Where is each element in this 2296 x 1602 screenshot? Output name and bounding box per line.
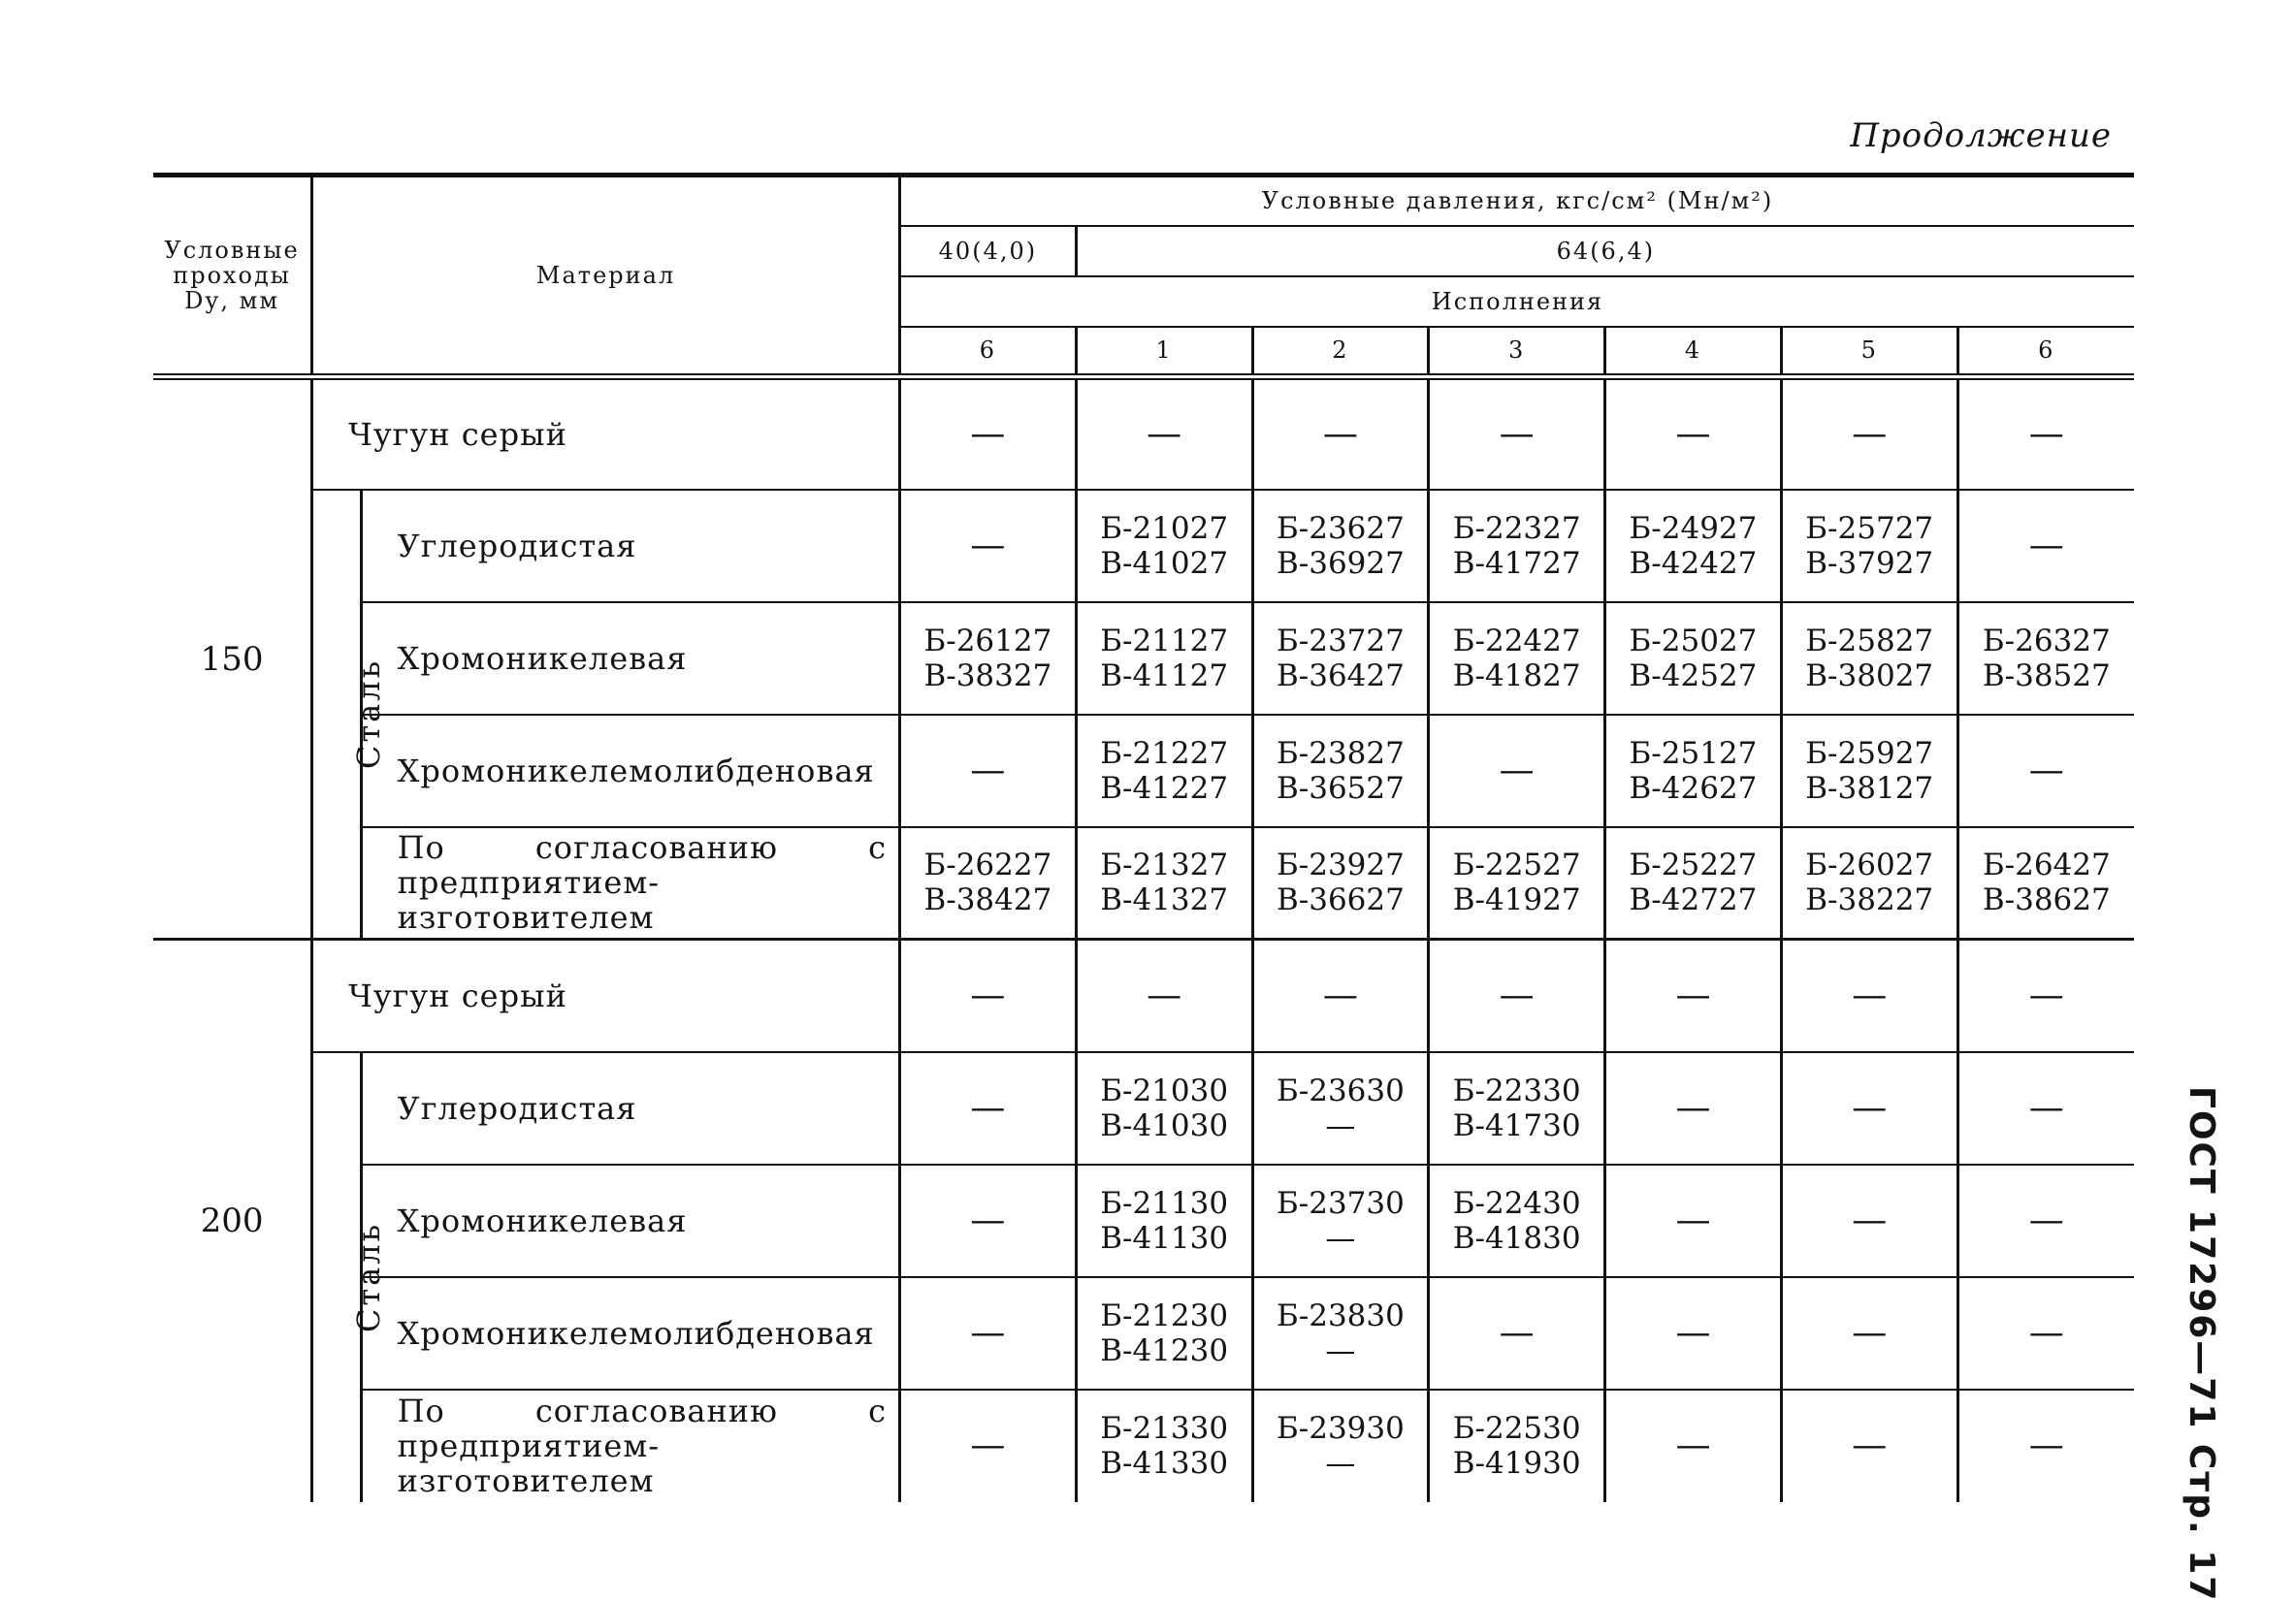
- designation-cell: Б-23630 —: [1252, 1052, 1429, 1165]
- table-row: [153, 827, 2134, 940]
- table-row: [153, 377, 2134, 490]
- designation-cell: —: [1781, 1277, 1957, 1390]
- pressure-40: 40(4,0): [900, 226, 1077, 276]
- variants-header: Исполнения: [900, 276, 2135, 327]
- table-row: [153, 602, 2134, 715]
- designation-cell: Б-21330 В-41330: [1076, 1390, 1252, 1502]
- designation-cell: Б-21327 В-41327: [1076, 827, 1252, 940]
- variant-col: 4: [1605, 327, 1782, 377]
- steel-label-text: Сталь: [350, 1221, 388, 1333]
- designation-cell: —: [900, 940, 1077, 1052]
- material-cell: По согласованию с предприятием-изготовителем: [361, 1390, 899, 1502]
- material-cell: Хромоникелевая: [361, 602, 899, 715]
- designation-cell: Б-26227 В-38427: [900, 827, 1077, 940]
- designation-cell: —: [1957, 715, 2134, 827]
- table-row: [153, 1052, 2134, 1165]
- designation-cell: —: [1605, 940, 1782, 1052]
- dn-header: Условные проходы Dу, мм: [153, 176, 312, 377]
- table-row: [153, 1390, 2134, 1502]
- designation-cell: —: [1957, 1277, 2134, 1390]
- designation-cell: —: [1781, 1390, 1957, 1502]
- continuation-caption: Продолжение: [1850, 116, 2112, 155]
- designation-cell: —: [900, 1390, 1077, 1502]
- table-row: [153, 940, 2134, 1052]
- designation-cell: Б-21227 В-41227: [1076, 715, 1252, 827]
- designation-cell: —: [900, 1277, 1077, 1390]
- designation-cell: Б-26327 В-38527: [1957, 602, 2134, 715]
- designation-cell: —: [1605, 1390, 1782, 1502]
- material-header: Материал: [312, 176, 900, 377]
- steel-label-text: Сталь: [350, 658, 388, 770]
- designation-cell: Б-24927 В-42427: [1605, 490, 1782, 602]
- standard-page-label: ГОСТ 17296—71 Стр. 17: [2182, 1086, 2221, 1602]
- designation-cell: —: [1429, 377, 1605, 490]
- material-cell: Хромоникелемолибденовая: [361, 1277, 899, 1390]
- designation-cell: Б-26427 В-38627: [1957, 827, 2134, 940]
- designation-cell: Б-25727 В-37927: [1781, 490, 1957, 602]
- designation-cell: Б-22427 В-41827: [1429, 602, 1605, 715]
- designation-cell: Б-25127 В-42627: [1605, 715, 1782, 827]
- designation-cell: —: [1429, 1277, 1605, 1390]
- designation-cell: —: [900, 490, 1077, 602]
- designation-cell: —: [1957, 490, 2134, 602]
- designation-cell: —: [900, 715, 1077, 827]
- pressure-64: 64(6,4): [1076, 226, 2134, 276]
- designation-cell: —: [1781, 940, 1957, 1052]
- variant-col: 2: [1252, 327, 1429, 377]
- nominal-diameter: 200: [153, 940, 312, 1502]
- designation-cell: —: [1957, 377, 2134, 490]
- designation-cell: Б-22327 В-41727: [1429, 490, 1605, 602]
- variant-col: 6: [900, 327, 1077, 377]
- designation-cell: —: [1076, 377, 1252, 490]
- material-cell: Хромоникелемолибденовая: [361, 715, 899, 827]
- designation-cell: Б-26127 В-38327: [900, 602, 1077, 715]
- variant-col: 5: [1781, 327, 1957, 377]
- designation-cell: —: [1076, 940, 1252, 1052]
- variant-col: 3: [1429, 327, 1605, 377]
- designation-cell: Б-26027 В-38227: [1781, 827, 1957, 940]
- designation-cell: —: [1429, 715, 1605, 827]
- designation-cell: —: [1605, 377, 1782, 490]
- steel-group-label: [312, 1052, 388, 1502]
- table-body: [153, 377, 2134, 1502]
- designation-cell: —: [1605, 1052, 1782, 1165]
- valve-designation-table: [153, 173, 2134, 1502]
- designation-cell: —: [1957, 1390, 2134, 1502]
- material-cell: Хромоникелевая: [361, 1165, 899, 1277]
- designation-cell: Б-22527 В-41927: [1429, 827, 1605, 940]
- designation-cell: —: [900, 377, 1077, 490]
- designation-cell: —: [1957, 1165, 2134, 1277]
- nominal-diameter: 150: [153, 377, 312, 940]
- material-cell: По согласованию с предприятием-изготовителем: [361, 827, 899, 940]
- designation-cell: Б-21230 В-41230: [1076, 1277, 1252, 1390]
- variant-col: 6: [1957, 327, 2134, 377]
- designation-cell: —: [900, 1052, 1077, 1165]
- steel-group-label: [312, 490, 388, 940]
- designation-cell: Б-23827 В-36527: [1252, 715, 1429, 827]
- table-row: [153, 1165, 2134, 1277]
- designation-cell: —: [1781, 1165, 1957, 1277]
- designation-cell: Б-25827 В-38027: [1781, 602, 1957, 715]
- designation-cell: Б-23727 В-36427: [1252, 602, 1429, 715]
- material-cell: Углеродистая: [361, 490, 899, 602]
- pressure-header: Условные давления, кгс/см² (Мн/м²): [900, 176, 2135, 226]
- designation-cell: Б-23930 —: [1252, 1390, 1429, 1502]
- designation-cell: —: [1605, 1165, 1782, 1277]
- designation-cell: Б-23927 В-36627: [1252, 827, 1429, 940]
- designation-cell: —: [1781, 1052, 1957, 1165]
- designation-cell: Б-22430 В-41830: [1429, 1165, 1605, 1277]
- table-row: [153, 490, 2134, 602]
- variant-col: 1: [1076, 327, 1252, 377]
- designation-cell: —: [1957, 940, 2134, 1052]
- designation-cell: Б-25927 В-38127: [1781, 715, 1957, 827]
- designation-cell: Б-22530 В-41930: [1429, 1390, 1605, 1502]
- table-row: [153, 1277, 2134, 1390]
- designation-cell: Б-23830 —: [1252, 1277, 1429, 1390]
- designation-cell: Б-21127 В-41127: [1076, 602, 1252, 715]
- designation-cell: —: [1605, 1277, 1782, 1390]
- designation-cell: Б-22330 В-41730: [1429, 1052, 1605, 1165]
- material-cell: Чугун серый: [312, 940, 900, 1052]
- table-row: [153, 715, 2134, 827]
- designation-cell: Б-23627 В-36927: [1252, 490, 1429, 602]
- designation-cell: Б-21030 В-41030: [1076, 1052, 1252, 1165]
- designation-cell: —: [1252, 377, 1429, 490]
- designation-cell: —: [1429, 940, 1605, 1052]
- designation-cell: Б-25027 В-42527: [1605, 602, 1782, 715]
- designation-cell: —: [1781, 377, 1957, 490]
- designation-cell: Б-21130 В-41130: [1076, 1165, 1252, 1277]
- designation-cell: —: [900, 1165, 1077, 1277]
- material-cell: Углеродистая: [361, 1052, 899, 1165]
- designation-cell: Б-25227 В-42727: [1605, 827, 1782, 940]
- designation-cell: Б-21027 В-41027: [1076, 490, 1252, 602]
- designation-cell: Б-23730 —: [1252, 1165, 1429, 1277]
- designation-cell: —: [1252, 940, 1429, 1052]
- designation-cell: —: [1957, 1052, 2134, 1165]
- material-cell: Чугун серый: [312, 377, 900, 490]
